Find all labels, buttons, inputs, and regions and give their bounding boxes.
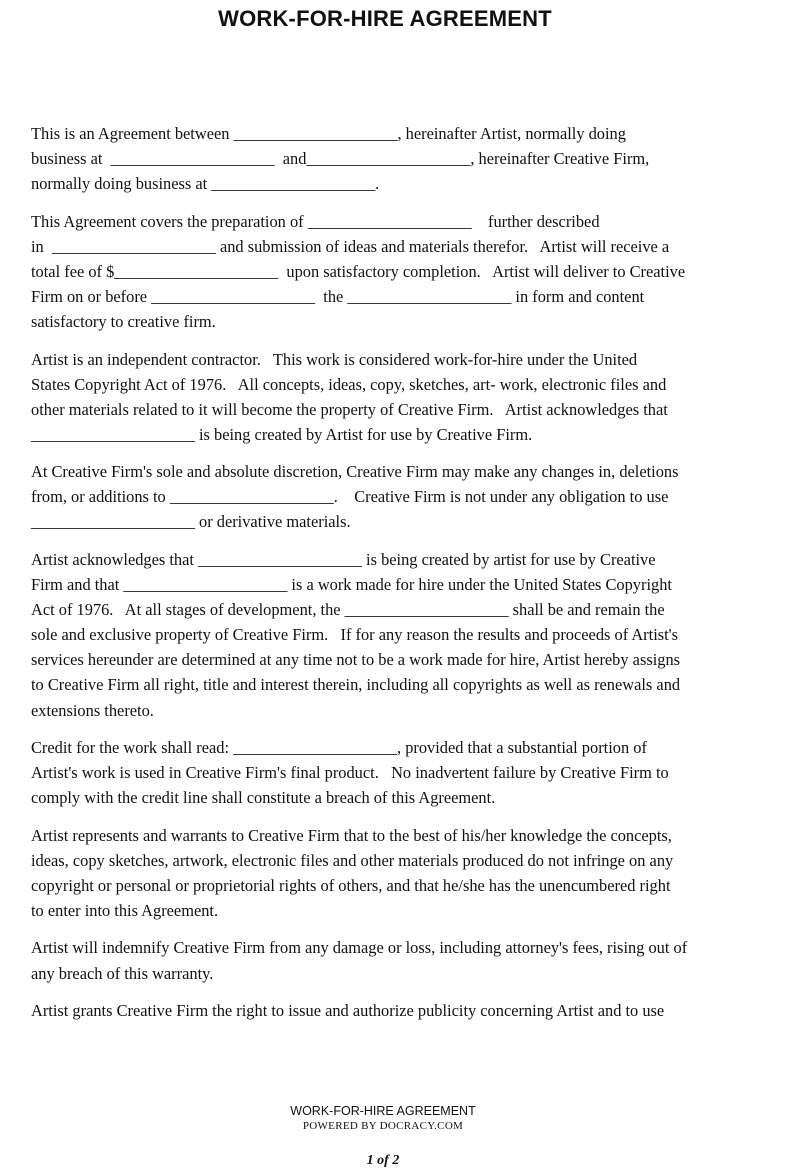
text-line: in ____________________ and submission of ideas and materials therefor. Artist will receive a — [31, 236, 670, 256]
text-line: total fee of $____________________ upon satisfactory completion. Artist will deliver to Creative — [31, 261, 686, 281]
text-line: copyright or personal or proprietorial rights of others, and that he/she has the unencumbered right — [31, 875, 671, 895]
text-line: services hereunder are determined at any time not to be a work made for hire, Artist hereby assigns — [31, 650, 681, 670]
text-line: satisfactory to creative firm. — [31, 312, 216, 332]
page-number: 1 of 2 — [366, 1153, 400, 1168]
agreement-body — [31, 121, 741, 1036]
paragraph-indemnify — [31, 935, 741, 985]
text-line: ____________________ or derivative materials. — [31, 512, 351, 532]
text-line: extensions thereto. — [31, 700, 154, 720]
footer-powered-by: POWERED BY DOCRACY.COM — [302, 1120, 464, 1132]
text-line: ideas, copy sketches, artwork, electronic files and other materials produced do not infringe on any — [31, 850, 674, 870]
text-line: any breach of this warranty. — [31, 963, 214, 983]
footer-title: WORK-FOR-HIRE AGREEMENT — [290, 1104, 476, 1118]
text-line: from, or additions to ____________________. Creative Firm is not under any obligation to use — [31, 487, 669, 507]
text-line: Firm and that ____________________ is a work made for hire under the United States Copyright — [31, 575, 672, 595]
document-title: WORK-FOR-HIRE AGREEMENT — [218, 6, 552, 31]
text-line: Artist grants Creative Firm the right to issue and authorize publicity concerning Artist and to use — [31, 1001, 665, 1021]
text-line: sole and exclusive property of Creative Firm. If for any reason the results and proceeds of Artist's — [31, 625, 679, 645]
text-line: Credit for the work shall read: ____________________, provided that a substantial portion of — [31, 738, 647, 758]
text-line: ____________________ is being created by Artist for use by Creative Firm. — [31, 424, 533, 444]
paragraph-contractor — [31, 347, 741, 447]
text-line: At Creative Firm's sole and absolute discretion, Creative Firm may make any changes in, deletions — [31, 462, 679, 482]
text-line: Act of 1976. At all stages of development, the ____________________ shall be and remain the — [31, 600, 665, 620]
text-line: Firm on or before ____________________ the ____________________ in form and content — [31, 286, 645, 306]
text-line: Artist's work is used in Creative Firm's final product. No inadvertent failure by Creative Firm to — [31, 763, 669, 783]
text-line: This is an Agreement between ____________________, hereinafter Artist, normally doing — [31, 124, 626, 143]
text-line: Artist will indemnify Creative Firm from any damage or loss, including attorney's fees, rising out of — [31, 938, 688, 958]
text-line: Artist is an independent contractor. This work is considered work-for-hire under the United — [31, 349, 638, 369]
text-line: States Copyright Act of 1976. All concepts, ideas, copy, sketches, art- work, electronic files and — [31, 374, 667, 394]
text-line: business at ____________________ and____________________, hereinafter Creative Firm, — [31, 149, 650, 169]
text-line: to enter into this Agreement. — [31, 900, 219, 920]
paragraph-credit — [31, 735, 741, 810]
paragraph-parties — [31, 121, 741, 196]
text-line: This Agreement covers the preparation of ____________________ further described — [31, 211, 600, 231]
text-line: Artist represents and warrants to Creative Firm that to the best of his/her knowledge the concepts, — [31, 825, 672, 845]
text-line: normally doing business at ____________________. — [31, 174, 380, 194]
text-line: other materials related to it will become the property of Creative Firm. Artist acknowledges that — [31, 399, 668, 419]
paragraph-scope — [31, 209, 741, 334]
paragraph-ownership — [31, 547, 741, 723]
text-line: comply with the credit line shall constitute a breach of this Agreement. — [31, 788, 496, 808]
paragraph-discretion — [31, 459, 741, 534]
paragraph-publicity — [31, 998, 741, 1023]
text-line: Artist acknowledges that ____________________ is being created by artist for use by Creative — [31, 549, 656, 569]
paragraph-warranty — [31, 823, 741, 923]
text-line: to Creative Firm all right, title and interest therein, including all copyrights as well as renewals and — [31, 675, 681, 695]
